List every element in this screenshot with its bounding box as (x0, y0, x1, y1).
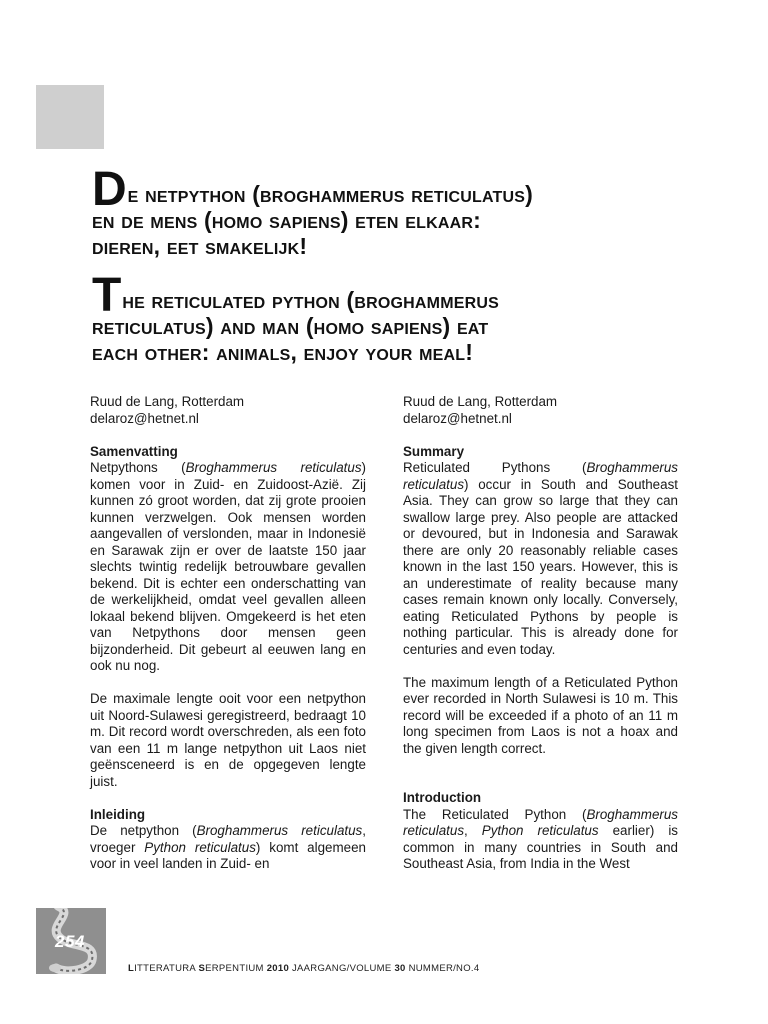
intro-paragraph: The Reticulated Python (Broghammerus reticulatus, Python reticulatus earlier) is common in many countries in South and Southeast Asia, from India in the West (403, 806, 678, 871)
journal-footer: LITTERATURA SERPENTIUM 2010 JAARGANG/VOLUME 30 NUMMER/NO.4 (128, 963, 480, 974)
summary-heading: Samenvatting (90, 443, 178, 459)
title-dutch-initial: D (92, 163, 127, 216)
title-english-line2: reticulatus) and man (homo sapiens) eat (92, 313, 489, 339)
summary-paragraph-1: Reticulated Pythons (Broghammerus reticulatus) occur in South and Southeast Asia. They can grow so large that they can swallow large prey. Also people are attacked or devoured, but in Indonesia and Sarawak there are only 20 reasonably reliable cases known in the last 150 years. However, this is an underestimate of reality because many cases remain known only locally. Conversely, eating Reticulated Pythons by people is nothing particular. This is already done for centuries and even today. (403, 460, 678, 657)
title-english (92, 269, 712, 366)
column-english (403, 394, 678, 873)
corner-decoration (36, 85, 104, 149)
title-dutch-line3: dieren, eet smakelijk! (92, 233, 308, 259)
title-english-initial: T (92, 269, 122, 322)
page-number: 254 (55, 932, 85, 951)
summary-paragraph-1: Netpythons (Broghammerus reticulatus) komen voor in Zuid- en Zuidoost-Azië. Zij kunnen zó groot worden, dat zij grote prooien kunnen verzwelgen. Ook mensen worden aangevallen of verslonden, maar in Indonesië en Sarawak zijn er over de laatste 150 jaar slechts twintig redelijk betrouwbare gevallen bekend. Dit is echter een onderschatting van de werkelijkheid, omdat veel gevallen alleen lokaal bekend blijven. Omgekeerd is het eten van Netpythons door mensen geen bijzonderheid. Dit gebeurt al eeuwen lang en ook nu nog. (90, 460, 366, 673)
title-english-line3: each other: animals, enjoy your meal! (92, 339, 474, 365)
author-email: delaroz@hetnet.nl (90, 410, 199, 426)
summary-paragraph-2: The maximum length of a Reticulated Python ever recorded in North Sulawesi is 10 m. This record will be exceeded if a photo of an 11 m long specimen from Laos is not a hoax and the given length correct. (403, 674, 678, 756)
author-name: Ruud de Lang, Rotterdam (403, 394, 558, 409)
intro-paragraph: De netpython (Broghammerus reticulatus, vroeger Python reticulatus) komt algemeen voor in veel landen in Zuid- en (90, 823, 366, 871)
column-dutch (90, 394, 366, 873)
summary-paragraph-2: De maximale lengte ooit voor een netpython uit Noord-Sulawesi geregistreerd, bedraagt 10 m. Dit record wordt overschreden, als een foto van een 11 m lange netpython uit Laos niet geënsceneerd is en de opgegeven lengte juist. (90, 691, 366, 789)
title-english-line1: he reticulated python (broghammerus (122, 287, 499, 313)
intro-heading: Introduction (403, 790, 482, 805)
title-dutch (92, 163, 712, 260)
title-dutch-line2: en de mens (homo sapiens) eten elkaar: (92, 207, 481, 233)
author-name: Ruud de Lang, Rotterdam (90, 394, 245, 409)
title-dutch-line1: e netpython (broghammerus reticulatus) (127, 181, 534, 207)
author-email: delaroz@hetnet.nl (403, 410, 512, 426)
summary-heading: Summary (403, 443, 465, 459)
intro-heading: Inleiding (90, 806, 146, 822)
